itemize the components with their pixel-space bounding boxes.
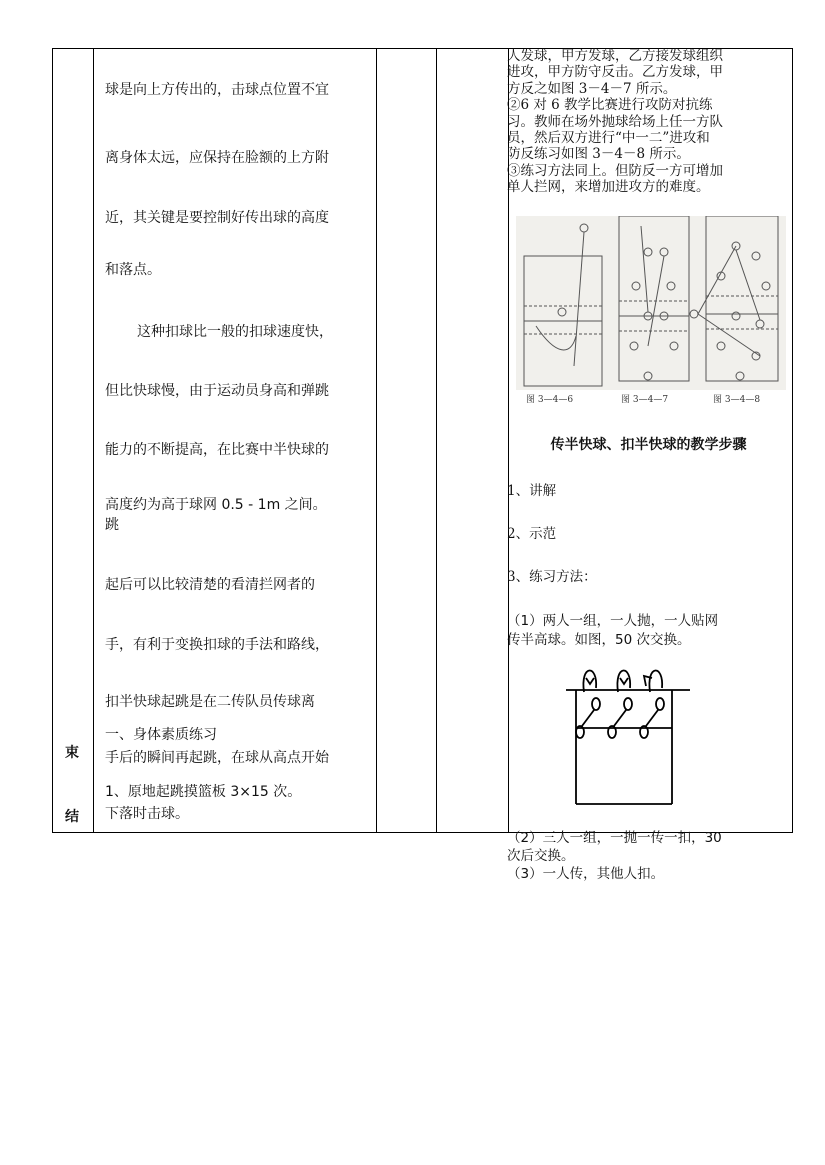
step-3: 3、练习方法： xyxy=(507,569,597,585)
intro-line: 进攻，甲方防守反击。乙方发球，甲 xyxy=(507,64,723,81)
figure-caption-1: 图 3—4—6 xyxy=(526,395,574,405)
practice-2-line-2: 次后交换。 xyxy=(507,848,575,864)
left-line-2: 离身体太远，应保持在脸额的上方附 xyxy=(105,150,329,166)
intro-line: 单人拦网，来增加进攻方的难度。 xyxy=(507,179,710,196)
column-divider-3 xyxy=(436,49,437,832)
left-line-6: 但比快球慢，由于运动员身高和弹跳 xyxy=(105,383,329,399)
toss-practice-diagram xyxy=(560,664,700,806)
physical-training-item-1: 1、原地起跳摸篮板 3×15 次。 xyxy=(105,784,302,800)
practice-1-line-2: 传半高球。如图，50 次交换。 xyxy=(507,632,691,648)
step-2: 2、示范 xyxy=(507,526,557,542)
figure-caption-2: 图 3—4—7 xyxy=(621,395,669,405)
figure-caption-3: 图 3—4—8 xyxy=(713,395,761,405)
intro-line: ③练习方法同上。但防反一方可增加 xyxy=(507,162,723,179)
left-line-9: 跳 xyxy=(105,517,119,533)
intro-line: 员，然后双方进行“中一二”进攻和 xyxy=(507,130,710,147)
physical-training-title: 一、身体素质练习 xyxy=(105,727,217,743)
column-divider-1 xyxy=(93,49,94,832)
left-line-7: 能力的不断提高，在比赛中半快球的 xyxy=(105,442,329,458)
left-line-5: 这种扣球比一般的扣球速度快， xyxy=(137,324,333,340)
right-intro xyxy=(507,48,790,196)
column-divider-2 xyxy=(376,49,377,832)
court-diagrams xyxy=(516,216,786,390)
intro-line: 人发球，甲方发球，乙方接发球组织 xyxy=(507,48,723,64)
left-line-3: 近，其关键是要控制好传出球的高度 xyxy=(105,210,329,226)
teaching-steps-heading: 传半快球、扣半快球的教学步骤 xyxy=(550,437,747,453)
practice-2-line-1: （2）三人一组，一抛一传一扣，30 xyxy=(507,830,722,846)
left-line-1: 球是向上方传出的，击球点位置不宜 xyxy=(105,82,329,98)
practice-3: （3）一人传，其他人扣。 xyxy=(507,866,665,882)
left-line-11: 手，有利于变换扣球的手法和路线， xyxy=(105,637,329,653)
left-line-13: 手后的瞬间再起跳，在球从高点开始 xyxy=(105,750,329,766)
intro-line: 习。教师在场外抛球给场上任一方队 xyxy=(507,113,723,130)
stage-label-end-1: 结 xyxy=(65,809,79,825)
left-line-8: 高度约为高于球网 0.5 - 1m 之间。 xyxy=(105,497,327,513)
intro-line: ②6 对 6 教学比赛进行攻防对抗练 xyxy=(507,97,713,114)
step-1: 1、讲解 xyxy=(507,483,557,499)
intro-line: 防反练习如图 3－4－8 所示。 xyxy=(507,146,690,163)
left-line-4: 和落点。 xyxy=(105,262,161,278)
left-line-14: 下落时击球。 xyxy=(105,806,189,822)
intro-line: 方反之如图 3－4－7 所示。 xyxy=(507,80,677,97)
practice-1-line-1: （1）两人一组，一人抛，一人贴网 xyxy=(507,613,719,629)
left-line-10: 起后可以比较清楚的看清拦网者的 xyxy=(105,577,315,593)
stage-label-end-2: 束 xyxy=(65,745,79,761)
left-line-12: 扣半快球起跳是在二传队员传球离 xyxy=(105,694,315,710)
